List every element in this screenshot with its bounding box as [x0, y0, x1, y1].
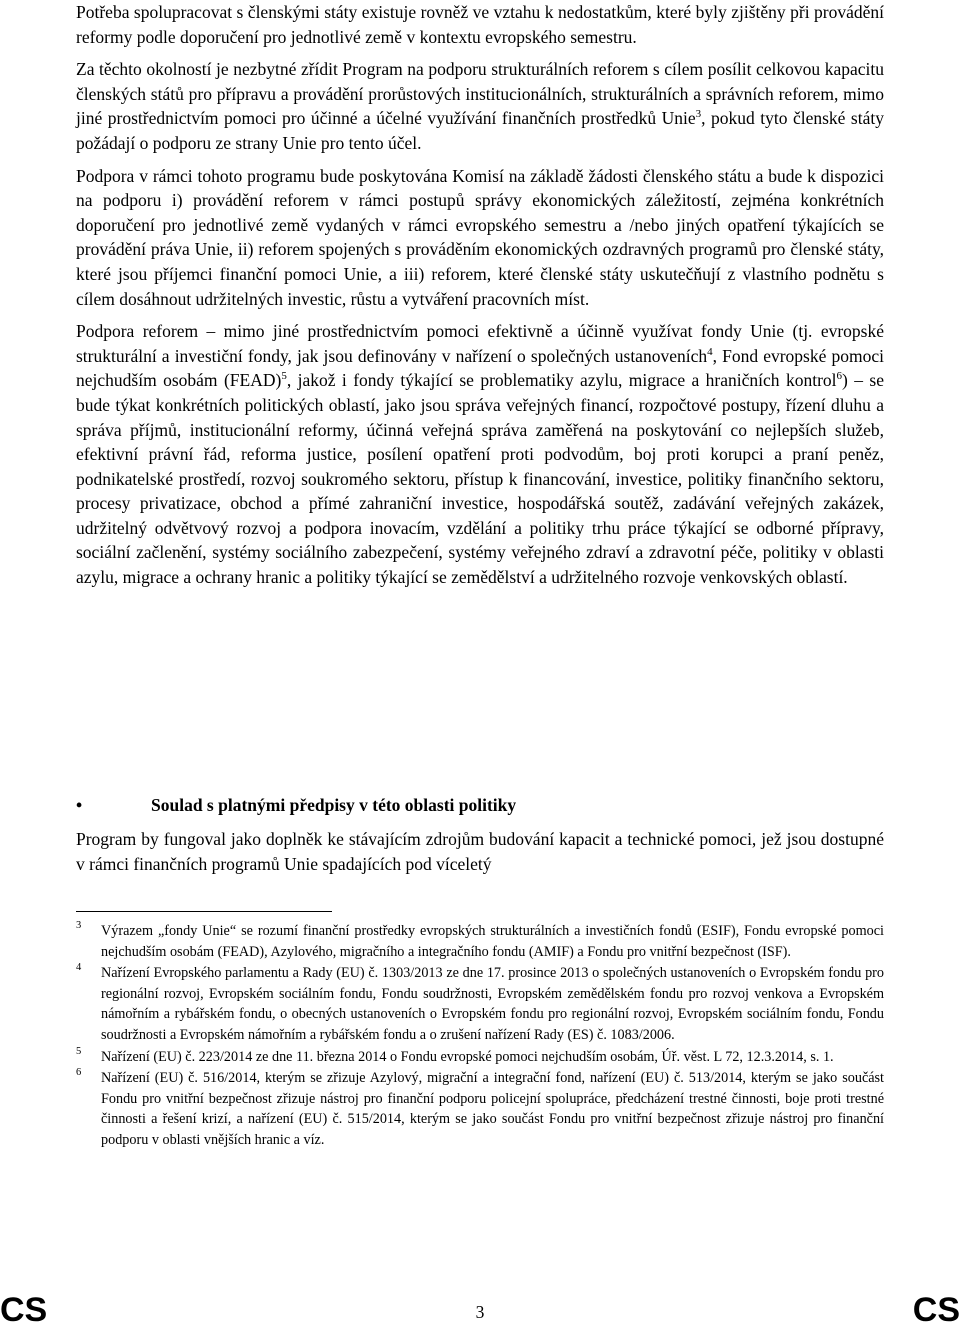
main-text	[76, 0, 884, 590]
footnote-4	[76, 963, 884, 1045]
footnote-number: 5	[76, 1045, 82, 1057]
footnote-divider	[76, 911, 332, 912]
paragraph-2-part-1: Za těchto okolností je nezbytné zřídit Program na podporu strukturálních reforem s cílem posílit celkovou kapacitu členských států pro přípravu a provádění prorůstových institucionálních, strukturálních a správních reforem, mimo jiné prostřednictvím pomoci pro účinné a účelné využívání finančních prostředků Unie	[76, 59, 884, 129]
paragraph-4-part-2: , Fond evropské pomoci nejchudším osobám (FEAD)	[76, 345, 884, 391]
paragraph-3: Podpora v rámci tohoto programu bude poskytována Komisí na základě žádosti členského státu a bude k dispozici na podporu i) provádění reforem v rámci postupů správy ekonomických záležitostí, zejména konkrétních doporučení pro jednotlivé země vydaných v rámci evropského semestru a /nebo jiných opatření týkajících se provádění práva Unie, ii) reforem spojených s prováděním ekonomických ozdravných programů pro členské státy, které jsou příjemci finanční pomoci Unie, a iii) reforem, které členské státy uskutečňují z vlastního podnětu s cílem dosáhnout udržitelných investic, růstu a vytváření pracovních míst.	[76, 165, 884, 309]
footnote-text: Nařízení Evropského parlamentu a Rady (EU) č. 1303/2013 ze dne 17. prosince 2013 o společných ustanoveních o Evropském fondu pro regionální rozvoj, Evropském sociálním fondu, Fondu soudržnosti, Evropském zemědělském fondu pro rozvoj venkova a Evropském námořním a rybářském fondu, o obecných ustanoveních o Evropském fondu pro regionální rozvoj, Evropském sociálním fondu, Fondu soudržnosti a Evropském námořním a rybářském fondu a o zrušení nařízení Rady (ES) č. 1083/2006.	[101, 965, 884, 1043]
section-paragraph: Program by fungoval jako doplněk ke stávajícím zdrojům budování kapacit a technické pomoci, jež jsou dostupné v rámci finančních programů Unie spadajících pod víceletý	[76, 829, 884, 874]
footnote-ref-6[interactable]: 6	[836, 370, 843, 383]
language-code-right: CS	[912, 1291, 960, 1329]
paragraph-4-part-3: , jakož i fondy týkající se problematiky azylu, migrace a hraničních kontrol	[286, 370, 837, 391]
section-heading-text: Soulad s platnými předpisy v této oblasti politiky	[151, 795, 517, 815]
footnote-6	[76, 1068, 884, 1150]
paragraph-4-part-4: ) – se bude týkat konkrétních politických oblastí, jako jsou správa veřejných financí, rozpočtové postupy, řízení dluhu a správa příjmů, institucionální reformy, účinná veřejná správa zaměřená na poskytování co nejlepších služeb, efektivní právní řád, reforma justice, posílení opatření proti podvodům, boj proti korupci a praní peněz, podnikatelské prostředí, rozvoj soukromého sektoru, přístup k financování, investice, politiky finančního sektoru, procesy privatizace, obchod a přímé zahraniční investice, hospodářská soutěž, zadávání veřejných zakázek, udržitelný odvětvový rozvoj a podpora inovacím, vzdělání a politiky trhu práce týkající se odborné přípravy, sociální začlenění, systémy sociálního zabezpečení, systémy veřejného zdraví a zdravotní péče, politiky v oblasti azylu, migrace a ochrany hranic a politiky týkající se zemědělství a udržitelného rozvoje venkovských oblastí.	[76, 370, 885, 588]
bullet-icon: •	[76, 795, 83, 815]
footnote-number: 3	[76, 920, 82, 931]
paragraph-1: Potřeba spolupracovat s členskými státy existuje rovněž ve vztahu k nedostatkům, které byly zjištěny při provádění reformy podle doporučení pro jednotlivé země v kontextu evropského semestru.	[76, 2, 884, 47]
section-text-block	[76, 827, 884, 876]
footnote-text: Nařízení (EU) č. 516/2014, kterým se zřizuje Azylový, migrační a integrační fond, nařízení (EU) č. 513/2014, kterým se jako součást Fondu pro vnitřní bezpečnost zřizuje nástroj pro finanční podporu policejní spolupráce, předcházení trestné činnosti, boje proti trestné činnosti a řešení krizí, a nařízení (EU) č. 515/2014, kterým se jako součást Fondu pro vnitřní bezpečnost zřizuje nástroj pro finanční podporu v oblasti vnějších hranic a víz.	[101, 1070, 884, 1148]
footnote-text: Výrazem „fondy Unie“ se rozumí finanční prostředky evropských strukturálních a investičních fondů (ESIF), Fondu evropské pomoci nejchudším osobám (FEAD), Azylového, migračního a integračního fondu (AMIF) a Fondu pro vnitřní bezpečnost (ISF).	[101, 923, 884, 960]
footnotes	[76, 921, 884, 1152]
paragraph-2	[76, 57, 884, 155]
footnote-5	[76, 1047, 884, 1068]
footnote-number: 4	[76, 962, 82, 974]
paragraph-4	[76, 319, 884, 590]
paragraph-4-part-1: Podpora reforem – mimo jiné prostřednictvím pomoci efektivně a účinně využívat fondy Unie (tj. evropské strukturální a investiční fondy, jak jsou definovány v nařízení o společných ustanoveních	[76, 321, 884, 366]
footnote-text: Nařízení (EU) č. 223/2014 ze dne 11. března 2014 o Fondu evropské pomoci nejchudším osobám, Úř. věst. L 72, 12.3.2014, s. 1.	[101, 1048, 834, 1065]
footnote-3	[76, 921, 884, 962]
footnote-ref-4[interactable]: 4	[707, 345, 713, 358]
footnote-number: 6	[76, 1067, 82, 1079]
paragraph-2-part-2: , pokud tyto členské státy požádají o podporu ze strany Unie pro tento účel.	[76, 108, 884, 153]
page-number: 3	[475, 1302, 485, 1322]
footnote-ref-3[interactable]: 3	[695, 108, 702, 121]
language-code-left: CS	[0, 1291, 48, 1329]
footnote-ref-5[interactable]: 5	[281, 370, 287, 383]
page-footer	[0, 1290, 960, 1330]
